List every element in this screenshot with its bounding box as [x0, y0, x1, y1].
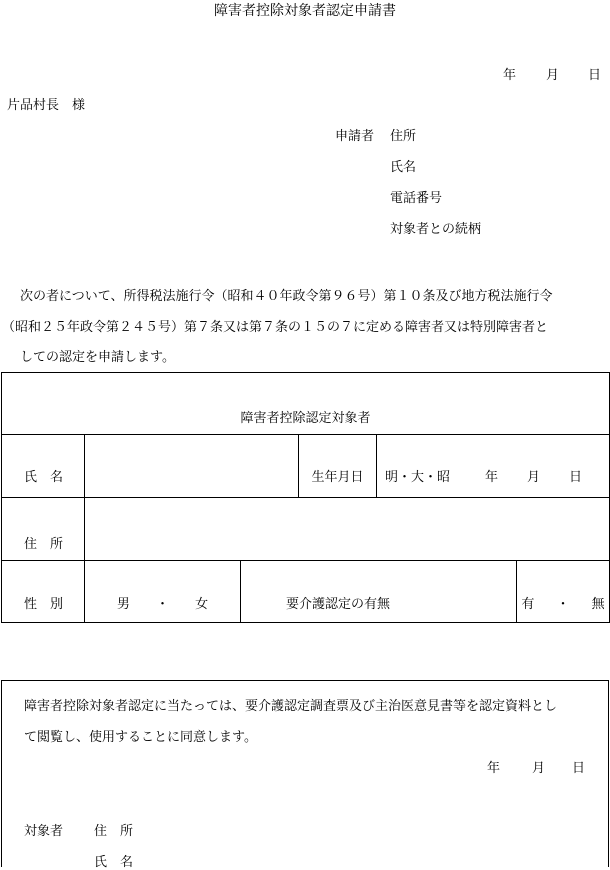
no-option[interactable]: 無 — [591, 597, 605, 612]
applicant-address-label: 住所 — [390, 129, 417, 144]
consent-month: 月 — [532, 761, 546, 776]
addressee: 片品村長 様 — [7, 98, 86, 113]
subject-table — [1, 372, 610, 623]
consent-address-label: 住 所 — [94, 824, 134, 839]
applicant-name-label: 氏名 — [390, 160, 417, 175]
body-line-2: （昭和２５年政令第２４５号）第７条又は第７条の１５の７に定める障害者又は特別障害者と — [2, 320, 549, 335]
applicant-phone-label: 電話番号 — [390, 191, 443, 206]
separator: ・ — [556, 597, 570, 612]
sex-options[interactable] — [85, 561, 241, 623]
yes-option[interactable]: 有 — [521, 597, 535, 612]
care-options[interactable] — [517, 561, 610, 623]
consent-subject-label: 対象者 — [24, 824, 64, 839]
birth-year: 年 — [485, 470, 499, 485]
birth-month: 月 — [527, 470, 541, 485]
consent-line-2: て閲覧し、使用することに同意します。 — [24, 730, 257, 745]
applicant-heading: 申請者 — [335, 129, 375, 144]
body-line-1: 次の者について、所得税法施行令（昭和４０年政令第９６号）第１０条及び地方税法施行令 — [20, 289, 553, 304]
address-label: 住 所 — [2, 498, 85, 561]
separator: ・ — [155, 597, 169, 612]
subject-name-field[interactable] — [85, 435, 299, 498]
consent-day: 日 — [572, 761, 586, 776]
consent-box — [1, 680, 609, 870]
table-header: 障害者控除認定対象者 — [2, 373, 610, 435]
consent-name-label: 氏 名 — [94, 855, 134, 870]
era-options: 明・大・昭 — [385, 470, 451, 485]
date-month: 月 — [546, 68, 560, 83]
consent-line-1: 障害者控除対象者認定に当たっては、要介護認定調査票及び主治医意見書等を認定資料とし — [24, 699, 558, 714]
care-label: 要介護認定の有無 — [241, 561, 517, 623]
sex-label: 性 別 — [2, 561, 85, 623]
birth-day: 日 — [569, 470, 583, 485]
consent-year: 年 — [487, 761, 501, 776]
subject-address-field[interactable] — [85, 498, 610, 561]
birthdate-label: 生年月日 — [299, 435, 377, 498]
male-option[interactable]: 男 — [116, 597, 130, 612]
date-day: 日 — [588, 68, 602, 83]
female-option[interactable]: 女 — [195, 597, 209, 612]
date-year: 年 — [503, 68, 517, 83]
page-title: 障害者控除対象者認定申請書 — [214, 3, 396, 19]
name-label: 氏 名 — [2, 435, 85, 498]
body-line-3: しての認定を申請します。 — [20, 350, 175, 365]
applicant-relation-label: 対象者との続柄 — [390, 222, 482, 237]
birthdate-field[interactable] — [377, 435, 610, 498]
